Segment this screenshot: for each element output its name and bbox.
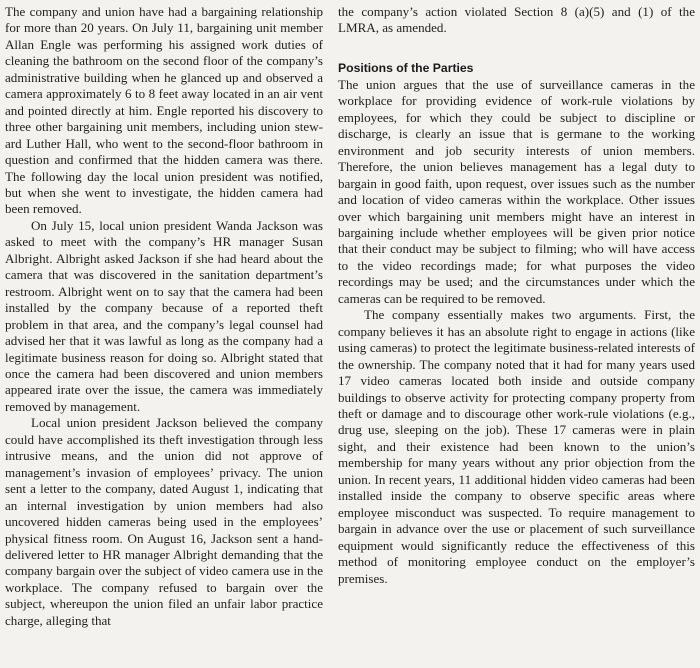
section-heading: Positions of the Parties bbox=[338, 60, 474, 75]
paragraph-continuation: the company’s action violated Section 8 (a)(5) and (1) of the LMRA, as amended. bbox=[338, 4, 695, 36]
right-column bbox=[338, 4, 695, 587]
paragraph-union-response: Local union president Jackson believed the company could have accomplished its theft investigation through less intrusive means, and the union did not approve of management’s invasion of employees’ privacy. The union sent a letter to the company, dated August 1, indicating that an internal investigation by union members had also uncovered hidden cameras being used in the employees’ physical fitness room. On August 16, Jackson sent a hand-delivered letter to HR manager Albright demanding that the company bargain over the subject of video camera use in the workplace. The company refused to bargain over the subject, whereupon the union filed an unfair labor practice charge, alleging that bbox=[5, 415, 323, 628]
left-column bbox=[5, 4, 323, 629]
paragraph-meeting: On July 15, local union president Wanda Jackson was asked to meet with the company’s HR manager Susan Albright. Albright asked Jackson if she had heard about the camera that was discovered in the sanitation department’s restroom. Albright went on to say that the camera had been installed by the company because of a reported theft problem in that area, and the company’s legal counsel had advised her that it was lawful as long as the company had a legitimate business reason for doing so. Albright stated that once the camera had been discovered and union members appeared irate over the issue, the camera was immediately removed by management. bbox=[5, 217, 323, 414]
paragraph-background: The company and union have had a bargaining relationship for more than 20 years. On July 11, bargaining unit member Allan Engle was performing his assigned work duties of cleaning the bathroom on the second floor of the company’s administrative building when he glanced up and observed a camera approximately 6 to 8 feet away located in an air vent and pointed directly at him. Engle reported his discovery to three other bargaining unit members, including union steward Luther Hall, who went to the second-floor bathroom in question and confirmed that the hidden camera was there. The following day the local union president was notified, but when she went to investigate, the hidden camera had been removed. bbox=[5, 4, 323, 217]
paragraph-union-argument: The union argues that the use of surveillance cameras in the workplace for providing evidence of work-rule violations by employees, for which they could be subject to discipline or discharge, is clearly an issue that is germane to the working environment and job security interests of union members. Therefore, the union believes management has a legal duty to bargain in good faith, upon request, over issues such as the number and location of video cameras within the workplace. Other issues over which bargaining unit members might have an interest in bargaining include whether employees will be given prior notice that their conduct may be subject to filming; who will have access to the video recordings made; for what purposes the video recordings may be used; and the circumstances under which the cameras can be required to be removed. bbox=[338, 76, 695, 306]
paragraph-company-argument: The company essentially makes two arguments. First, the company believes it has an absolute right to engage in actions (like using cameras) to protect the legitimate business-related interests of the ownership. The company noted that it had for many years used 17 video cameras located both inside and outside company buildings to observe activity for protecting company property from theft or damage and to discourage other work-rule violations (e.g., drug use, sleeping on the job). These 17 cameras were in plain sight, and their existence had been known to the union’s membership for many years without any prior objection from the union. In recent years, 11 additional hidden video cameras had been installed inside the company to observe specific areas where employee misconduct was suspected. To require management to bargain in advance over the use or placement of such surveillance equipment would significantly reduce the effectiveness of this method of monitoring employee conduct on the employer’s premises. bbox=[338, 307, 695, 586]
